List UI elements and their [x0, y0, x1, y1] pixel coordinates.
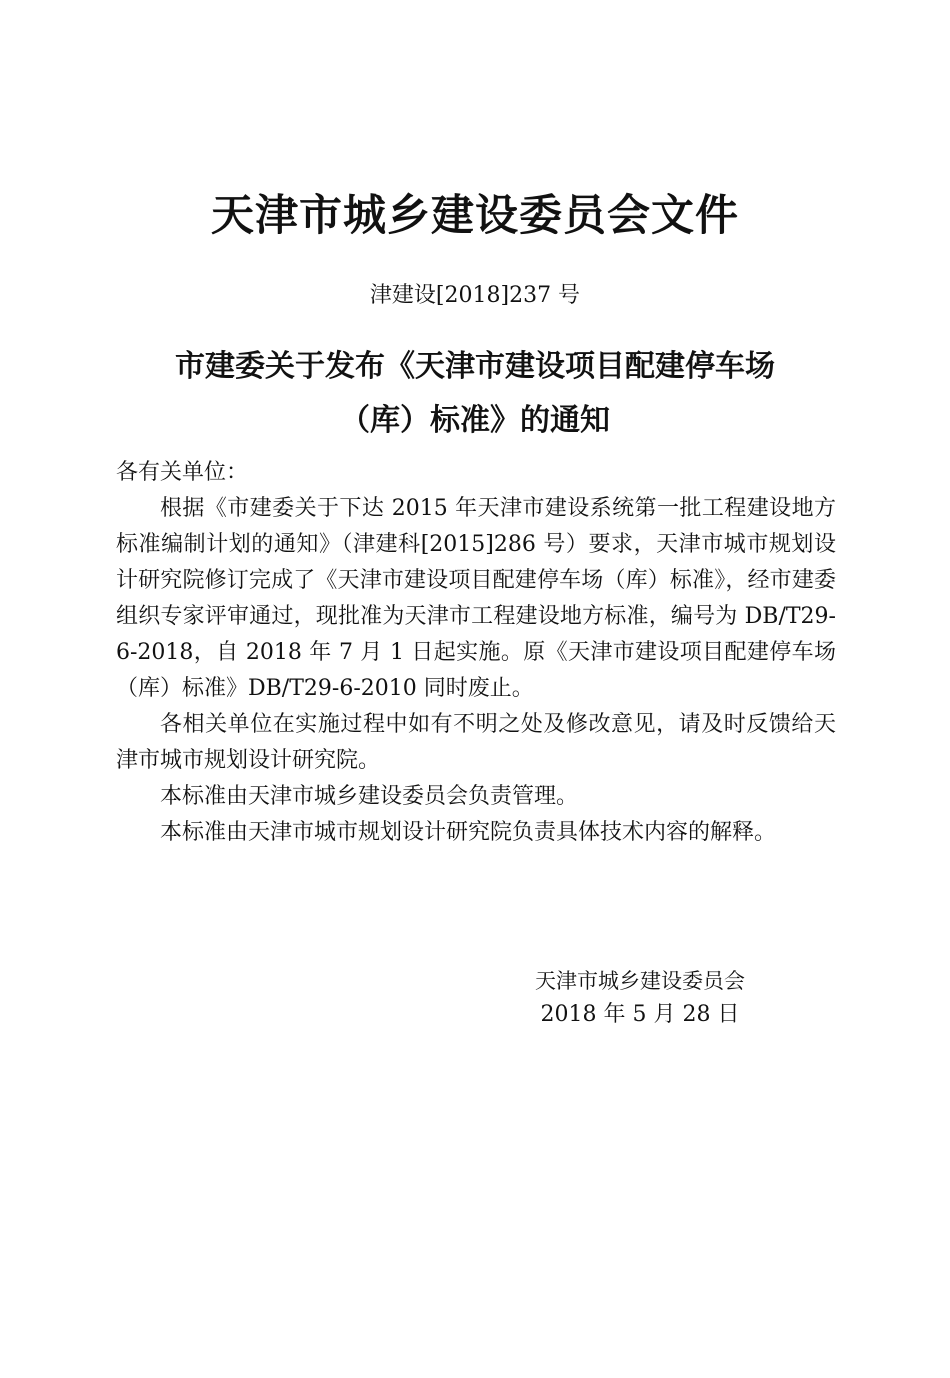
signature-block	[490, 964, 790, 1032]
paragraph-interpretation: 本标准由天津市城市规划设计研究院负责具体技术内容的解释。	[160, 820, 777, 845]
notice-title-line-1: 市建委关于发布《天津市建设项目配建停车场	[175, 349, 775, 384]
signature-date: 2018 年 5 月 28 日	[540, 1002, 740, 1027]
notice-title	[80, 340, 870, 448]
salutation: 各有关单位：	[116, 460, 249, 485]
paragraph-management: 本标准由天津市城乡建设委员会负责管理。	[160, 784, 579, 809]
notice-body	[116, 455, 836, 851]
notice-title-line-2: （库）标准》的通知	[340, 403, 610, 438]
paragraph-approval: 根据《市建委关于下达 2015 年天津市建设系统第一批工程建设地方标准编制计划的通知》（津建科[2015]286 号）要求，天津市城市规划设计研究院修订完成了《天津市建设项目配建停车场（库）标准》，经市建委组织专家评审通过，现批准为天津市工程建设地方标准，编号为 DB/T29-6-2018，自 2018 年 7 月 1 日起实施。原《天津市建设项目配建停车场（库）标准》DB/T29-6-2010 同时废止。	[116, 496, 836, 701]
document-header: 天津市城乡建设委员会文件	[211, 191, 739, 241]
paragraph-feedback: 各相关单位在实施过程中如有不明之处及修改意见，请及时反馈给天津市城市规划设计研究院。	[116, 712, 836, 773]
signature-organization: 天津市城乡建设委员会	[535, 969, 745, 993]
document-number: 津建设[2018]237 号	[369, 283, 581, 308]
